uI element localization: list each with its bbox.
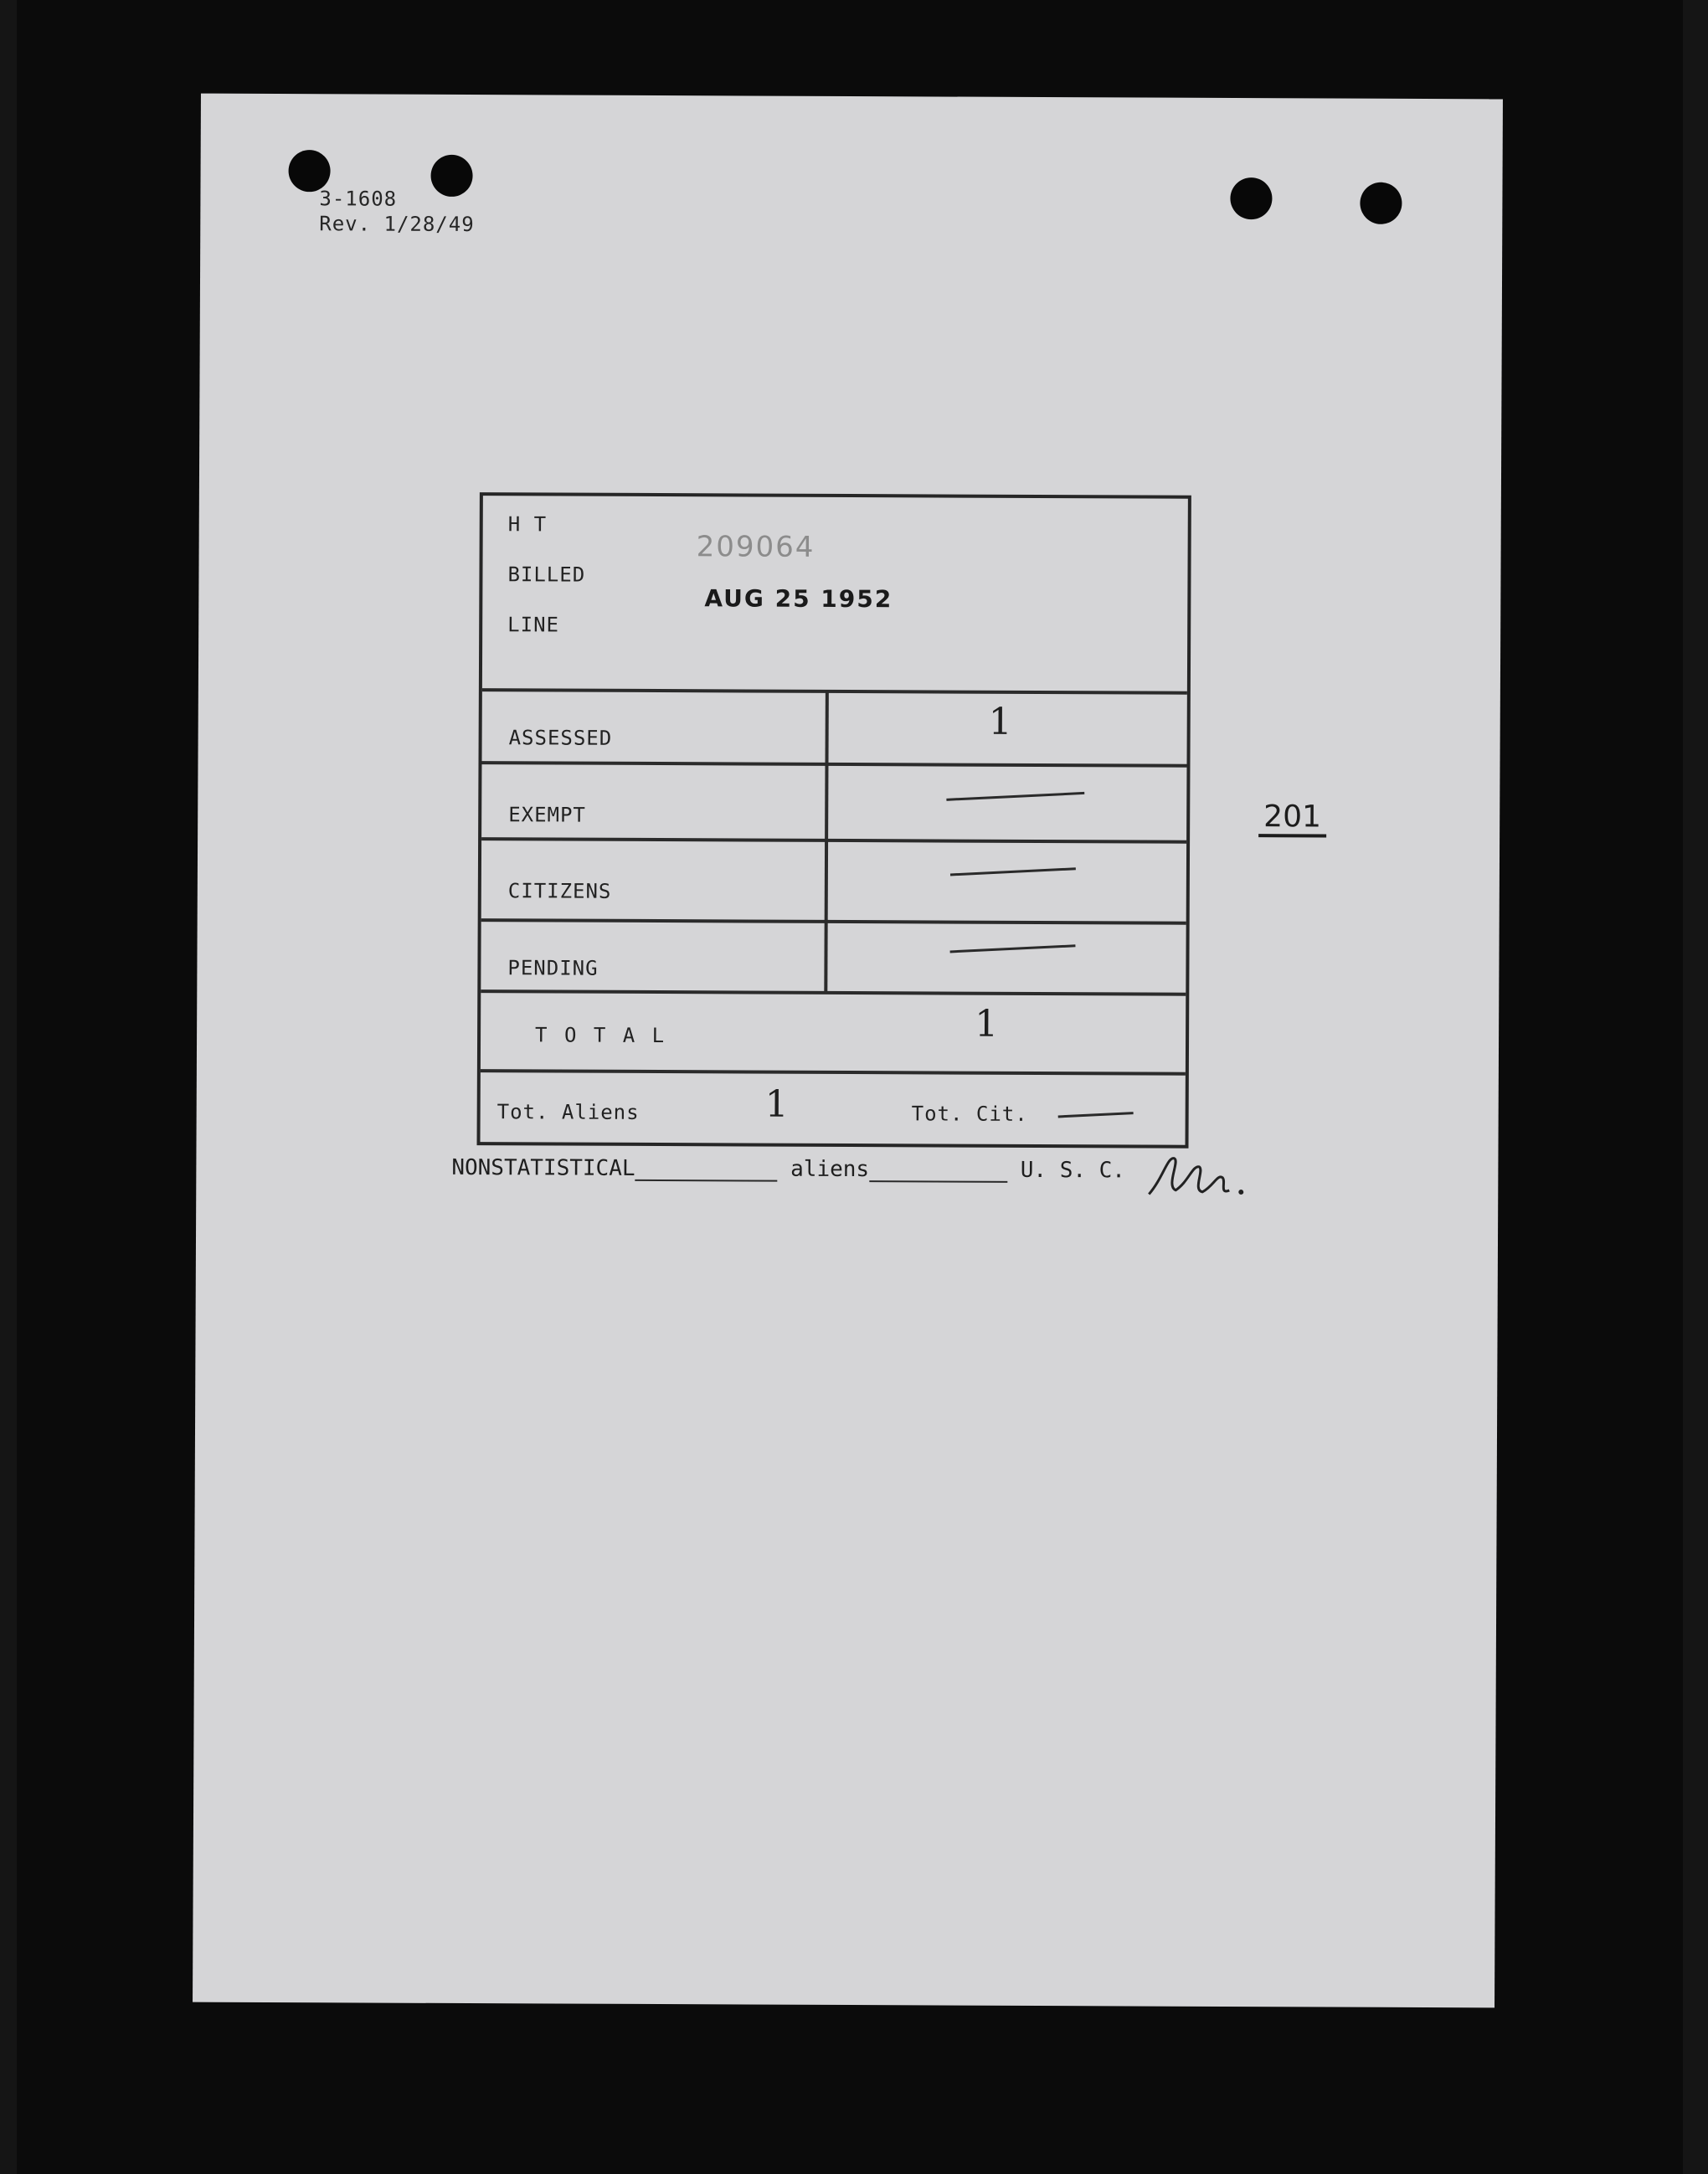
row-divider xyxy=(481,918,1186,925)
nonstatistical-line xyxy=(451,1155,1125,1184)
tot-cit-label: Tot. Cit. xyxy=(911,1102,1028,1126)
side-number: 201 xyxy=(1258,799,1326,837)
stamp-date: AUG 25 1952 xyxy=(704,584,893,614)
tot-cit-value-dash xyxy=(1058,1112,1134,1118)
row-divider xyxy=(481,837,1186,844)
ht-label: H T xyxy=(507,512,548,537)
pending-value-dash xyxy=(950,944,1076,953)
punch-hole-right-2 xyxy=(1360,182,1402,224)
header-divider xyxy=(482,688,1187,695)
billed-label: BILLED xyxy=(507,563,586,587)
citizens-value-dash xyxy=(950,867,1076,876)
form-revision: Rev. 1/28/49 xyxy=(319,212,475,237)
nonstatistical-blank xyxy=(635,1174,777,1182)
nonstatistical-label: NONSTATISTICAL xyxy=(451,1154,635,1181)
line-label: LINE xyxy=(507,613,560,637)
row-divider xyxy=(481,761,1186,768)
tot-aliens-value: 1 xyxy=(764,1082,789,1126)
assessed-value: 1 xyxy=(988,700,1012,743)
aliens-label: aliens xyxy=(790,1156,870,1183)
exempt-label: EXEMPT xyxy=(508,803,586,827)
stamp-number: 209064 xyxy=(696,530,815,564)
tot-aliens-label: Tot. Aliens xyxy=(496,1100,640,1124)
handwritten-initials xyxy=(1142,1149,1259,1211)
total-label: T O T A L xyxy=(535,1023,667,1048)
citizens-label: CITIZENS xyxy=(507,879,612,903)
form-number-block xyxy=(319,186,475,237)
usc-label: U. S. C. xyxy=(1020,1157,1126,1184)
total-value: 1 xyxy=(975,1002,999,1046)
form-number: 3-1608 xyxy=(319,187,398,211)
document-page xyxy=(193,94,1503,2008)
tally-box xyxy=(477,492,1191,1149)
total-divider xyxy=(481,1069,1186,1076)
punch-hole-right-1 xyxy=(1230,177,1272,219)
pending-label: PENDING xyxy=(507,956,599,980)
assessed-label: ASSESSED xyxy=(508,726,613,750)
exempt-value-dash xyxy=(946,792,1084,801)
row-divider xyxy=(481,989,1186,996)
aliens-blank xyxy=(869,1175,1007,1183)
